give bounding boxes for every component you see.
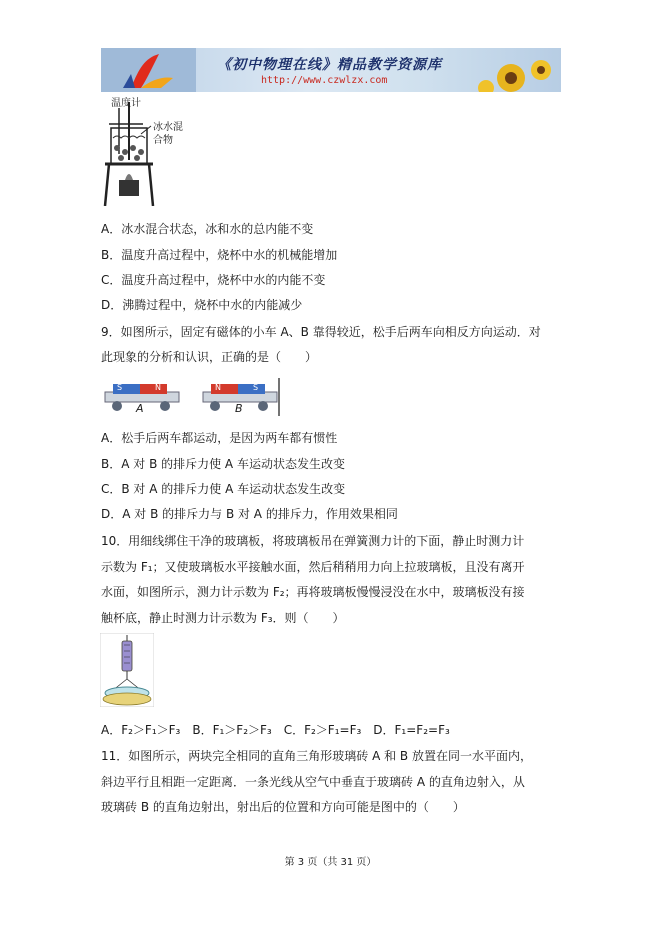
spring-scale-glass-icon [100, 633, 154, 707]
q10-stem-line-1: 10．用细线绑住干净的玻璃板，将玻璃板吊在弹簧测力计的下面，静止时测力计 [101, 534, 525, 548]
banner-title: 《初中物理在线》精品教学资源库 [217, 57, 442, 73]
q9-option-a: A．松手后两车都运动，是因为两车都有惯性 [101, 431, 338, 445]
banner-url: http://www.czwlzx.com [261, 75, 388, 86]
q10-stem-line-2: 示数为 F₁；又使玻璃板水平接触水面，然后稍稍用力向上拉玻璃板，且没有离开 [101, 560, 525, 574]
car-a-label: A [136, 402, 144, 415]
beaker-burner-icon [101, 94, 201, 206]
q8-option-c: C．温度升高过程中，烧杯中水的内能不变 [101, 273, 326, 287]
car-b-left-pole: N [215, 383, 221, 392]
q9-option-c: C．B 对 A 的排斥力使 A 车运动状态发生改变 [101, 482, 346, 496]
q9-stem-line-2: 此现象的分析和认识，正确的是（ ） [101, 350, 318, 364]
q10-stem-line-4: 触杯底，静止时测力计示数为 F₃．则（ ） [101, 611, 345, 625]
mixture-label-line-1: 冰水混 [153, 122, 183, 133]
q8-option-d: D．沸腾过程中，烧杯中水的内能减少 [101, 298, 303, 312]
magnet-cars-figure [103, 378, 283, 418]
header-banner [101, 48, 561, 92]
q11-stem-line-2: 斜边平行且相距一定距离．一条光线从空气中垂直于玻璃砖 A 的直角边射入，从 [101, 775, 525, 789]
q8-option-b: B．温度升高过程中，烧杯中水的机械能增加 [101, 248, 338, 262]
q9-option-b: B．A 对 B 的排斥力使 A 车运动状态发生改变 [101, 457, 345, 471]
q10-stem-line-3: 水面，如图所示，测力计示数为 F₂；再将玻璃板慢慢浸没在水中，玻璃板没有接 [101, 585, 525, 599]
car-b-right-pole: S [253, 383, 259, 392]
q11-stem-line-1: 11．如图所示，两块完全相同的直角三角形玻璃砖 A 和 B 放置在同一水平面内， [101, 749, 532, 763]
spring-scale-figure [100, 633, 154, 707]
car-a-right-pole: N [155, 383, 161, 392]
q8-option-a: A．冰水混合状态，冰和水的总内能不变 [101, 222, 314, 236]
q9-option-d: D．A 对 B 的排斥力与 B 对 A 的排斥力，作用效果相同 [101, 507, 398, 521]
car-a-left-pole: S [117, 383, 123, 392]
heating-apparatus-figure [101, 94, 201, 206]
q10-options: A．F₂＞F₁＞F₃ B．F₁＞F₂＞F₃ C．F₂＞F₁=F₃ D．F₁=F₂=F₃ [101, 723, 450, 737]
q9-stem-line-1: 9．如图所示，固定有磁体的小车 A、B 靠得较近，松手后两车向相反方向运动．对 [101, 325, 541, 339]
car-b-label: B [235, 402, 243, 415]
page-footer: 第 3 页（共 31 页） [284, 857, 377, 868]
q11-stem-line-3: 玻璃砖 B 的直角边射出，射出后的位置和方向可能是图中的（ ） [101, 800, 465, 814]
mixture-label-line-2: 合物 [153, 135, 173, 146]
thermometer-label: 温度计 [111, 98, 141, 109]
